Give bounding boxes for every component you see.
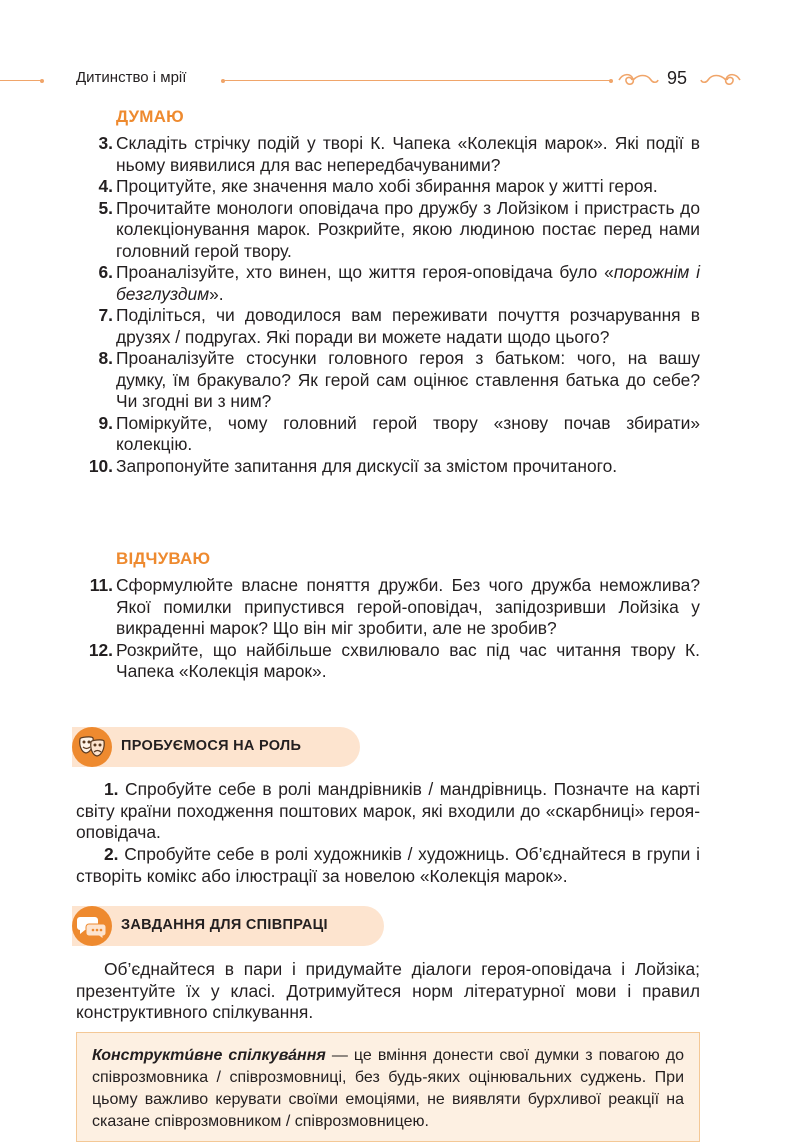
- question-number: 8.: [98, 348, 113, 368]
- question-number: 5.: [98, 197, 113, 218]
- roleplay-heading-badge: [72, 727, 360, 767]
- task-text: Спробуйте себе в ролі мандрівників / мандрівниць. Позначте на карті світу країни походження поштових марок, які входили до «скарбниці» героя-оповідача.: [76, 779, 701, 842]
- section-title-think: ДУМАЮ: [116, 107, 184, 126]
- definition-body: — це вміння донести свої думки з повагою до співрозмовника / співрозмовниці, без будь-яких оцінювальних суджень. При цьому важливо керувати своїми емоціями, не виявляти бурхливої реакції на сказане співрозмовником / співрозмовницею.: [92, 1047, 685, 1130]
- question-number: 3.: [98, 133, 113, 153]
- question-number: 10.: [88, 455, 113, 476]
- header-dot: [221, 79, 225, 83]
- question-item: [0, 262, 700, 305]
- roleplay-heading: ПРОБУЄМОСЯ НА РОЛЬ: [121, 738, 302, 754]
- task-number: 1.: [104, 779, 119, 799]
- question-item: [0, 413, 700, 456]
- question-number: 4.: [98, 176, 113, 196]
- question-number: 11.: [89, 575, 113, 595]
- header-rule-left: [0, 80, 42, 81]
- swirl-ornament-icon: [617, 71, 659, 89]
- question-number: 9.: [98, 412, 113, 433]
- question-number: 6.: [98, 262, 113, 282]
- quote-italic: порожнім і безглуздим: [116, 262, 701, 304]
- question-text: Прочитайте монологи оповідача про дружбу з Лойзіком і пристрасть до колекціонування марок. Розкрийте, якою людиною постає перед нами головний герой твору.: [116, 197, 700, 261]
- header-rule: [224, 80, 612, 81]
- question-text: Поміркуйте, чому головний герой твору «знову почав збирати» колекцію.: [116, 412, 700, 454]
- question-item: [0, 348, 700, 413]
- question-text: Проаналізуйте стосунки головного героя з батьком: чого, на вашу думку, їм бракувало? Як герой сам оцінює ставлення батька до себе? Чи згодні ви з ним?: [116, 348, 700, 411]
- roleplay-task: [76, 779, 700, 844]
- question-item: [0, 575, 700, 640]
- question-item: [0, 640, 700, 683]
- cooperation-task: Об’єднайтеся в пари і придумайте діалоги героя-оповідача і Лойзіка; презентуйте їх у класі. Дотримуйтеся норм літературної мови і правил конструктивного спілкування.: [76, 959, 700, 1022]
- question-item: [0, 198, 700, 263]
- cooperation-heading-badge: [72, 906, 384, 946]
- question-item: [0, 176, 700, 198]
- question-text: [116, 262, 700, 304]
- question-item: [0, 305, 700, 348]
- question-text-end: ».: [209, 283, 224, 304]
- definition-box: [76, 1032, 700, 1142]
- header-dot: [609, 79, 613, 83]
- running-header: [0, 66, 794, 94]
- question-text: Сформулюйте власне поняття дружби. Без чого дружба неможлива? Якої помилки припустився герой-оповідач, запідозривши Лойзіка у викраденні марок? Що він міг зробити, але не зробив?: [116, 575, 700, 638]
- theater-masks-icon: [72, 727, 112, 767]
- definition-text: [92, 1045, 684, 1133]
- question-text: Процитуйте, яке значення мало хобі збирання марок у житті героя.: [116, 176, 658, 196]
- running-title: Дитинство і мрії: [76, 69, 187, 86]
- chat-bubbles-icon: [72, 906, 112, 946]
- swirl-ornament-icon: [700, 71, 742, 89]
- question-text: Запропонуйте запитання для дискусії за змістом прочитаного.: [116, 455, 618, 476]
- question-text: Поділіться, чи доводилося вам переживати почуття розчарування в друзях / подругах. Які поради ви можете надати щодо цього?: [116, 305, 700, 347]
- question-number: 7.: [98, 305, 113, 325]
- question-list-feel: [0, 575, 794, 683]
- definition-term: Конструкти́вне спілкува́ння: [92, 1047, 326, 1064]
- cooperation-heading: ЗАВДАННЯ ДЛЯ СПІВПРАЦІ: [121, 917, 328, 933]
- question-text-start: Проаналізуйте, хто винен, що життя героя-оповідача було «: [116, 262, 614, 282]
- section-title-feel: ВІДЧУВАЮ: [116, 549, 211, 568]
- page-number: 95: [667, 68, 688, 88]
- question-list-think: [0, 133, 794, 477]
- roleplay-task: [76, 844, 700, 887]
- task-number: 2.: [104, 844, 119, 864]
- question-text: Складіть стрічку подій у творі К. Чапека «Колекція марок». Які події в ньому виявилися для вас непередбачуваними?: [116, 133, 700, 175]
- theater-masks-icon: [72, 727, 112, 767]
- question-item: [0, 133, 700, 176]
- task-text: Спробуйте себе в ролі художників / художниць. Об’єднайтеся в групи і створіть комікс або ілюстрації за новелою «Колекція марок».: [76, 844, 700, 886]
- chat-bubbles-icon: [72, 906, 112, 946]
- question-item: [0, 456, 700, 478]
- question-text: Розкрийте, що найбільше схвилювало вас під час читання твору К. Чапека «Колекція марок».: [116, 639, 700, 681]
- question-number: 12.: [88, 639, 113, 660]
